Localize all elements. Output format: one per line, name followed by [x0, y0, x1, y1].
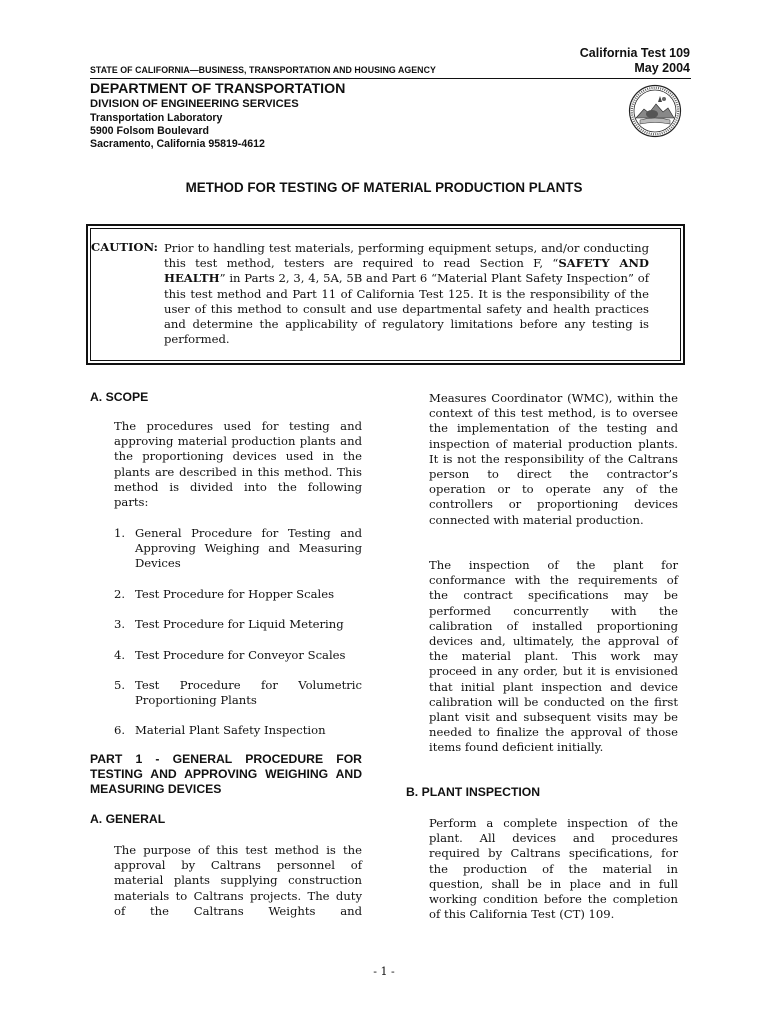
- plant-inspection-heading: B. PLANT INSPECTION: [406, 785, 541, 799]
- document-title: METHOD FOR TESTING OF MATERIAL PRODUCTION PLANTS: [185, 180, 583, 195]
- list-item-number: 1.: [114, 526, 126, 540]
- general-heading: A. GENERAL: [90, 812, 166, 826]
- inspection-paragraph: The inspection of the plant for conformance with the requirements of the contract specifications may be performed concurrently with the calibration of installed proportioning devices and, ultimately, the approval of the material plant. This work may proceed in any order, but it is envisioned that initial plant inspection and device calibration will be conducted on the first plant visit and subsequent visits may be needed to finalize the approval of those items found deficient initially.: [429, 558, 678, 755]
- department-name: DEPARTMENT OF TRANSPORTATION: [90, 81, 346, 97]
- lab-name: Transportation Laboratory: [90, 112, 223, 124]
- list-item-number: 6.: [114, 723, 126, 737]
- caution-text-bold: SAFETY AND HEALTH: [164, 256, 649, 286]
- page-number: - 1 -: [373, 965, 395, 978]
- state-seal-icon: [628, 84, 682, 138]
- list-item-text: Material Plant Safety Inspection: [135, 723, 326, 737]
- wmc-paragraph: Measures Coordinator (WMC), within the context of this test method, is to oversee the implementation of the testing and inspection of material production plants. It is not the responsibility of the Caltrans person to direct the contractor’s operation or to operate any of the controllers or proportioning devices connected with material production.: [429, 391, 678, 527]
- plant-inspection-paragraph: Perform a complete inspection of the plant. All devices and procedures required by Caltrans specifications, for the production of the material in question, shall be in place and in full working condition before the completion of this California Test (CT) 109.: [429, 816, 678, 922]
- list-item-text: Test Procedure for Volumetric Proportioning Plants: [135, 678, 362, 708]
- street-address: 5900 Folsom Boulevard: [90, 125, 209, 137]
- scope-paragraph: The procedures used for testing and approving material production plants and the proportioning devices used in the plants are described in this method. This method is divided into the following parts:: [114, 419, 362, 510]
- caution-text: [164, 241, 649, 347]
- list-item-number: 5.: [114, 678, 126, 692]
- scope-heading: A. SCOPE: [90, 390, 149, 404]
- list-item-number: 3.: [114, 617, 126, 631]
- list-item-number: 4.: [114, 648, 126, 662]
- publication-date: May 2004: [634, 61, 690, 75]
- test-number: California Test 109: [579, 46, 690, 60]
- part1-heading: PART 1 - GENERAL PROCEDURE FOR TESTING AND APPROVING WEIGHING AND MEASURING DEVICES: [90, 752, 362, 796]
- general-paragraph: The purpose of this test method is the approval by Caltrans personnel of material plants supplying construction materials to Caltrans projects. The duty of the Caltrans Weights and: [114, 843, 362, 918]
- caution-text-after: ” in Parts 2, 3, 4, 5A, 5B and Part 6 “Material Plant Safety Inspection” of this test method and Part 11 of California Test 125. It is the responsibility of the user of this method to consult and use departmental safety and health practices and determine the applicability of regulatory limitations before any testing is performed.: [164, 271, 649, 347]
- caution-text-before: Prior to handling test materials, performing equipment setups, and/or conducting this test method, testers are required to read Section F, “: [164, 241, 649, 271]
- list-item-text: Test Procedure for Hopper Scales: [135, 587, 335, 601]
- agency-name: STATE OF CALIFORNIA—BUSINESS, TRANSPORTATION AND HOUSING AGENCY: [90, 65, 436, 75]
- list-item-text: Test Procedure for Liquid Metering: [135, 617, 344, 631]
- list-item-text: Test Procedure for Conveyor Scales: [135, 648, 346, 662]
- list-item-text: General Procedure for Testing and Approving Weighing and Measuring Devices: [135, 526, 362, 571]
- city-address: Sacramento, California 95819-4612: [90, 138, 265, 150]
- division-name: DIVISION OF ENGINEERING SERVICES: [90, 98, 299, 110]
- list-item-number: 2.: [114, 587, 126, 601]
- header-rule: [90, 78, 691, 79]
- caution-label: CAUTION:: [91, 240, 158, 254]
